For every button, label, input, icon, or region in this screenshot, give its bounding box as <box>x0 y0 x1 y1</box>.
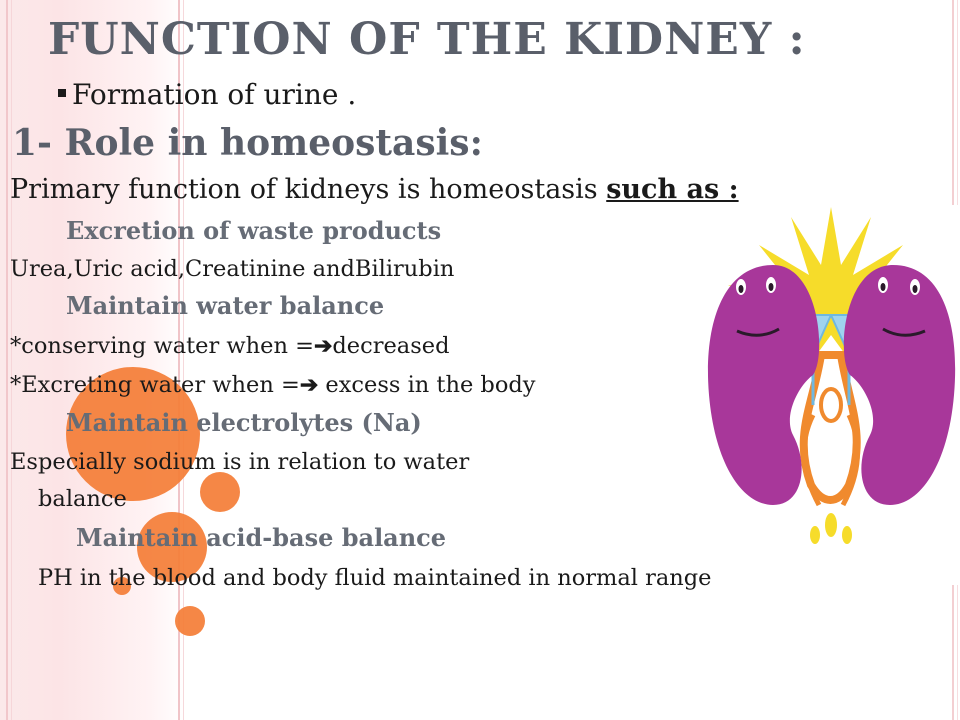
water-line-1 <box>10 333 449 359</box>
kidneys-illustration <box>703 205 960 585</box>
water-line-2-text: *Excreting water when = <box>10 372 300 398</box>
excretion-heading: Excretion of waste products <box>66 216 442 245</box>
decorative-line <box>11 0 12 720</box>
role-heading: 1- Role in homeostasis: <box>12 122 483 164</box>
acid-base-heading: Maintain acid-base balance <box>76 523 447 552</box>
square-bullet-icon <box>58 89 66 97</box>
primary-text: Primary function of kidneys is homeostasis <box>10 174 607 205</box>
decorative-circle <box>200 472 240 512</box>
electrolytes-line-2: balance <box>38 486 127 512</box>
decorative-line <box>6 0 8 720</box>
electrolytes-heading: Maintain electrolytes (Na) <box>66 408 422 437</box>
water-line-2 <box>10 372 536 398</box>
arrow-right-icon: ➔ <box>299 372 319 398</box>
primary-emphasis: such as : <box>606 174 739 205</box>
primary-function-text <box>10 174 739 205</box>
bullet-formation-of-urine <box>58 78 356 111</box>
slide-title: FUNCTION OF THE KIDNEY : <box>48 14 806 65</box>
acid-base-text: PH in the blood and body fluid maintained in normal range <box>38 565 712 591</box>
water-line-1-text: *conserving water when = <box>10 333 314 359</box>
water-heading: Maintain water balance <box>66 291 385 320</box>
bullet-text: Formation of urine . <box>72 78 357 111</box>
decorative-circle <box>175 606 205 636</box>
electrolytes-line-1: Especially sodium is in relation to water <box>10 449 470 475</box>
water-line-2-suffix: excess in the body <box>318 372 536 398</box>
water-line-1-suffix: decreased <box>332 333 450 359</box>
excretion-text: Urea,Uric acid,Creatinine andBilirubin <box>10 256 455 282</box>
arrow-right-icon: ➔ <box>313 333 333 359</box>
